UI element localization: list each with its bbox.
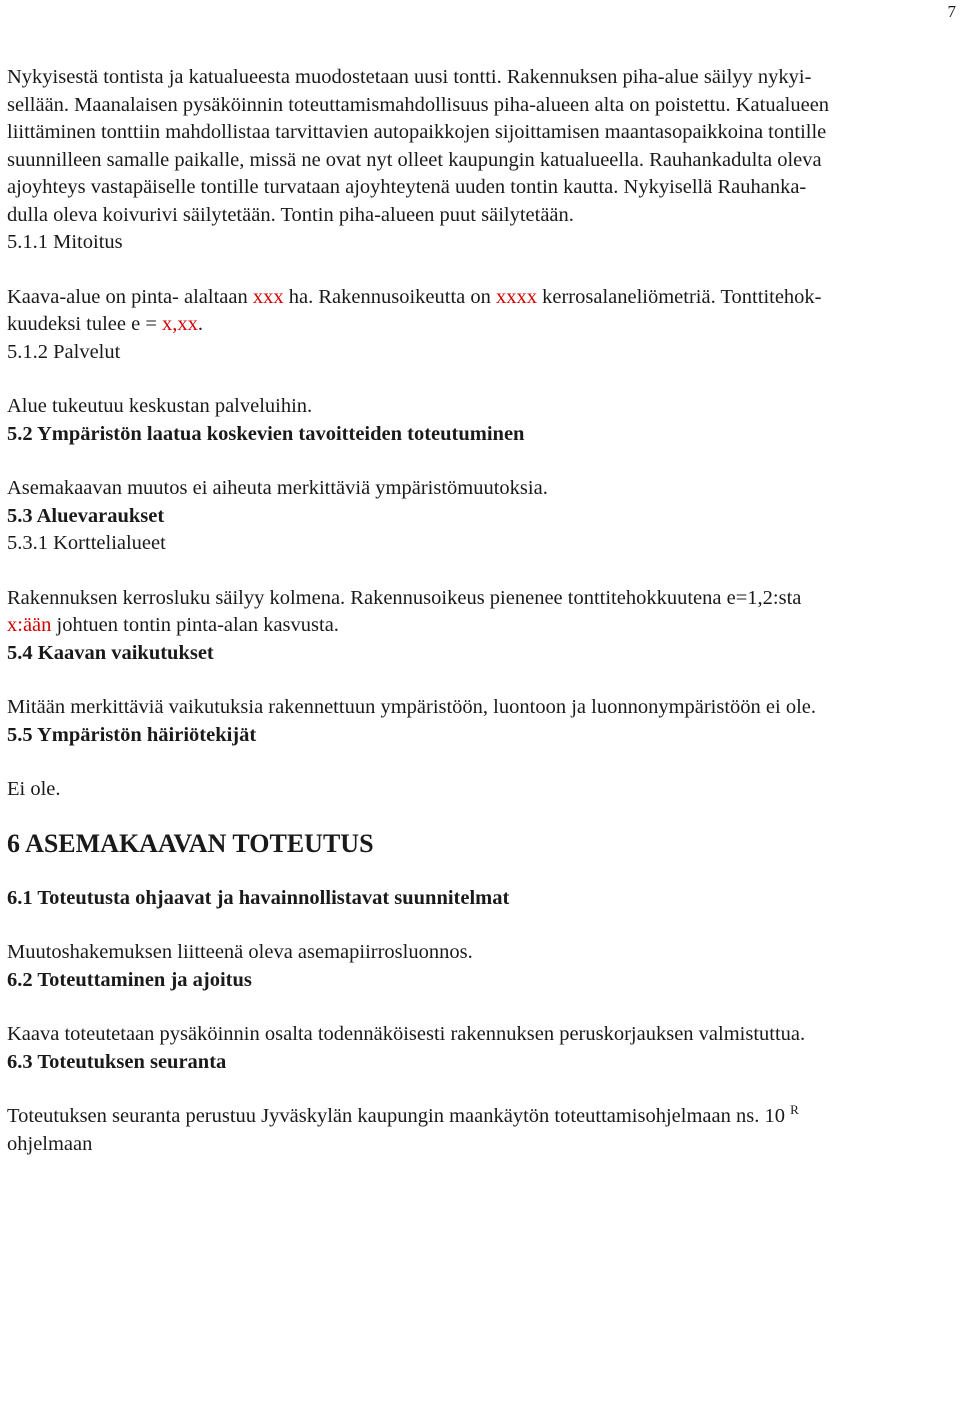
palvelut-text: Alue tukeutuu keskustan palveluihin.	[7, 395, 313, 417]
placeholder-efficiency: x,xx	[162, 313, 198, 335]
seuranta-line-2: ohjelmaan	[7, 1132, 93, 1155]
chapter-6-heading: 6 ASEMAKAAVAN TOTEUTUS	[7, 828, 374, 858]
document-body	[7, 64, 952, 1158]
korttelialueet-line-2: x:ään johtuen tontin pinta-alan kasvusta.	[7, 614, 339, 636]
suunnitelmat-text: Muutoshakemuksen liitteenä oleva asemapiirrosluonnos.	[7, 941, 473, 963]
page-number: 7	[947, 2, 956, 21]
heading-5-4: 5.4 Kaavan vaikutukset	[7, 641, 214, 664]
heading-5-2: 5.2 Ympäristön laatua koskevien tavoitteiden toteutuminen	[7, 422, 525, 445]
intro-line: sellään. Maanalaisen pysäköinnin toteuttamismahdollisuus piha-alueen alta on poistettu. Katualueen	[7, 93, 830, 116]
intro-line: liittäminen tonttiin mahdollistaa tarvittavien autopaikkojen sijoittamisen maantasopaikkoina tontille	[7, 121, 827, 143]
intro-line: Nykyisestä tontista ja katualueesta muodostetaan uusi tontti. Rakennuksen piha-alue säilyy nykyi-	[7, 66, 812, 88]
heading-5-3: 5.3 Aluevaraukset	[7, 504, 165, 527]
superscript-r: R	[790, 1102, 799, 1118]
placeholder-floor-area: xxxx	[495, 285, 537, 308]
mitoitus-line-2: kuudeksi tulee e = x,xx.	[7, 313, 204, 335]
heading-5-1-1: 5.1.1 Mitoitus	[7, 231, 123, 253]
vaikutukset-text: Mitään merkittäviä vaikutuksia rakennettuun ympäristöön, luontoon ja luonnonympäristöön ei ole.	[7, 696, 817, 718]
intro-paragraph	[7, 64, 952, 229]
korttelialueet-paragraph	[7, 585, 952, 640]
ajoitus-text: Kaava toteutetaan pysäköinnin osalta todennäköisesti rakennuksen peruskorjauksen valmistuttua.	[7, 1023, 806, 1045]
seuranta-line-1: Toteutuksen seuranta perustuu Jyväskylän kaupungin maankäytön toteuttamisohjelmaan ns. 10 $^R$	[7, 1102, 799, 1127]
intro-line: dulla oleva koivurivi säilytetään. Tontin piha-alueen puut säilytetään.	[7, 203, 574, 226]
placeholder-efficiency-new: x:ään	[7, 614, 52, 636]
heading-5-5: 5.5 Ympäristön häiriötekijät	[7, 723, 257, 746]
korttelialueet-line-1: Rakennuksen kerrosluku säilyy kolmena. Rakennusoikeus pienenee tonttitehokkuutena e=1,2:sta	[7, 586, 802, 609]
intro-line: suunnilleen samalle paikalle, missä ne ovat nyt olleet kaupungin katualueella. Rauhankadulta oleva	[7, 148, 822, 171]
hairiotekijat-text: Ei ole.	[7, 778, 61, 800]
placeholder-area: xxx	[252, 285, 284, 308]
mitoitus-line-1: Kaava-alue on pinta- alaltaan xxx ha. Rakennusoikeutta on xxxx kerrosalaneliömetriä. Tonttitehok-	[7, 285, 822, 308]
intro-line: ajoyhteys vastapäiselle tontille turvataan ajoyhteytenä uuden tontin kautta. Nykyisellä Rauhanka-	[7, 176, 807, 198]
heading-6-3: 6.3 Toteutuksen seuranta	[7, 1050, 227, 1073]
laatu-text: Asemakaavan muutos ei aiheuta merkittäviä ympäristömuutoksia.	[7, 477, 548, 499]
mitoitus-paragraph	[7, 284, 952, 339]
seuranta-paragraph	[7, 1103, 952, 1158]
heading-5-1-2: 5.1.2 Palvelut	[7, 340, 121, 363]
heading-5-3-1: 5.3.1 Korttelialueet	[7, 532, 166, 554]
heading-6-1: 6.1 Toteutusta ohjaavat ja havainnollistavat suunnitelmat	[7, 886, 510, 909]
heading-6-2: 6.2 Toteuttaminen ja ajoitus	[7, 968, 252, 991]
